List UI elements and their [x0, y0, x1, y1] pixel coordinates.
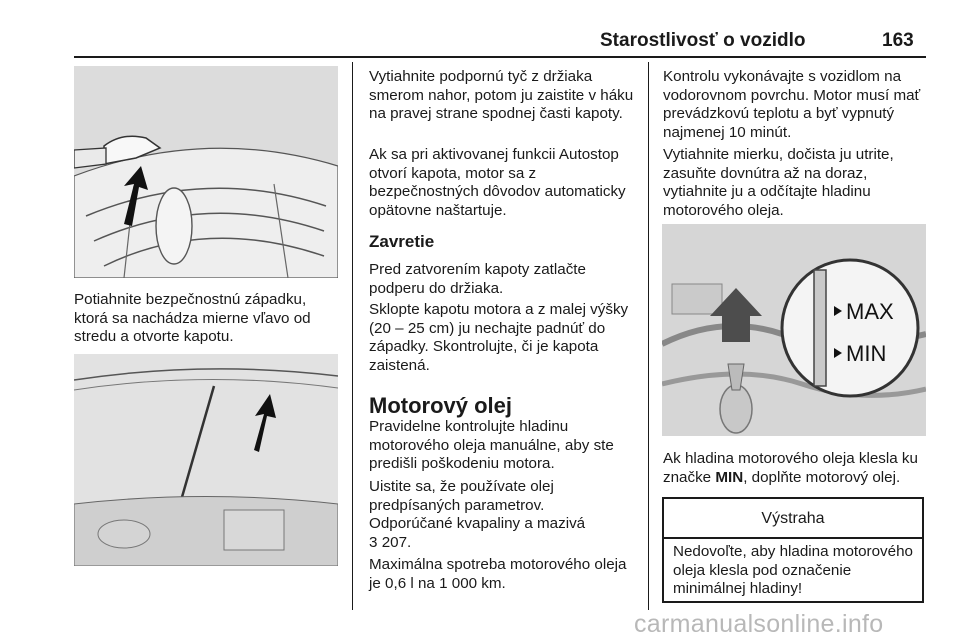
fluids-ref-page-link[interactable]: 207. [381, 533, 412, 551]
col3-caption-min [663, 450, 931, 487]
dipstick-illustration [662, 224, 926, 436]
fluids-ref-text: Odporúčané kvapaliny a mazivá [369, 515, 586, 532]
open-hood-prop-rod-arrow-icon [74, 354, 338, 566]
dipstick-level-icon [662, 224, 926, 436]
col2-para-check-oil: Pravidelne kontrolujte hladinu motorového oleja manuálne, aby ste predišli poškodeniu motora. [369, 418, 614, 473]
page-header-title: Starostlivosť o vozidlo [600, 30, 806, 51]
dipstick-max-label: MAX [846, 299, 894, 324]
col2-para-prop-rod: Vytiahnite podpornú tyč z držiaka smerom nahor, potom ju zaistite v háku na pravej strane spodnej časti kapoty. [369, 68, 634, 123]
hood-prop-illustration [74, 354, 338, 566]
heading-closing: Zavretie [369, 232, 435, 251]
caption-min-after: , doplňte motorový olej. [743, 468, 901, 486]
hand-lifting-hood-arrow-icon [74, 66, 338, 278]
col2-para-oil-spec: Uistite sa, že používate olej predpísaných parametrov. [369, 478, 554, 514]
page-ref-icon: 3 [369, 533, 378, 551]
col3-para-level-surface: Kontrolu vykonávajte s vozidlom na vodorovnom povrchu. Motor musí mať prevádzkovú teplotu a byť vypnutý najmenej 10 minút. [663, 68, 921, 141]
col2-para-close-prop: Pred zatvorením kapoty zatlačte podperu do držiaka. [369, 261, 586, 297]
warning-title: Výstraha [664, 499, 922, 539]
dipstick-min-label: MIN [846, 341, 887, 366]
column-divider-left [352, 62, 353, 610]
hood-latch-caption: Potiahnite bezpečnostnú západku, ktorá sa nachádza mierne vľavo od stredu a otvorte kapotu. [74, 291, 311, 346]
warning-text: Nedovoľte, aby hladina motorového oleja klesla pod označenie minimálnej hladiny! [673, 543, 913, 598]
column-divider-right [648, 62, 649, 610]
caption-min-mark: MIN [715, 468, 744, 486]
hood-latch-illustration [74, 66, 338, 278]
warning-box [662, 497, 924, 603]
watermark: carmanualsonline.info [634, 610, 884, 638]
col2-para-drop-hood: Sklopte kapotu motora a z malej výšky (20 – 25 cm) ju nechajte padnúť do západky. Skontrolujte, či je kapota zaistená. [369, 301, 629, 374]
col2-para-autostop: Ak sa pri aktivovanej funkcii Autostop otvorí kapota, motor sa z bezpečnostných dôvodov automaticky opätovne naštartuje. [369, 146, 626, 219]
caption-min-before: Ak hladina motorového oleja klesla ku značke [663, 450, 918, 486]
col2-para-max-consumption: Maximálna spotreba motorového oleja je 0,6 l na 1 000 km. [369, 556, 627, 592]
heading-engine-oil: Motorový olej [369, 393, 513, 418]
header-rule [74, 56, 926, 58]
col2-para-fluids-ref [369, 515, 641, 552]
col3-para-dipstick: Vytiahnite mierku, dočista ju utrite, zasuňte dovnútra až na doraz, vytiahnite ju a odčítajte hladinu motorového oleja. [663, 146, 894, 219]
page-number: 163 [882, 30, 914, 51]
